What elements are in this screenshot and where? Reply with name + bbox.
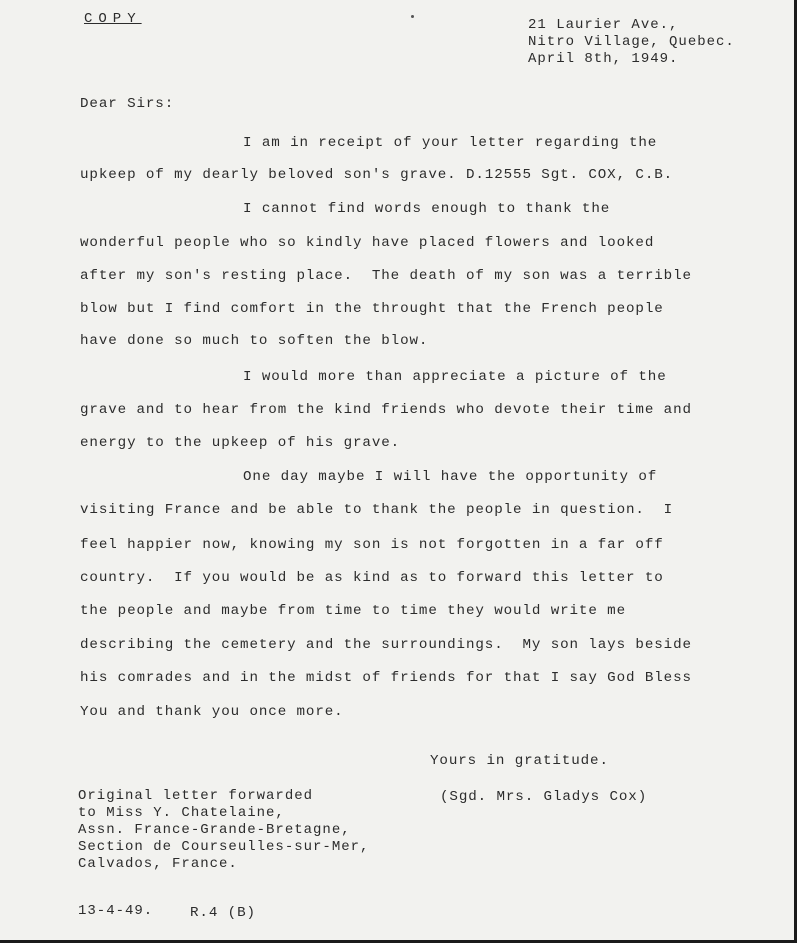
body-line: have done so much to soften the blow. [80, 333, 429, 349]
body-line: upkeep of my dearly beloved son's grave. D.12555 Sgt. COX, C.B. [80, 167, 674, 183]
address-line: April 8th, 1949. [528, 51, 679, 67]
body-line: his comrades and in the midst of friends for that I say God Bless [80, 670, 692, 686]
body-line: visiting France and be able to thank the people in question. I [80, 502, 674, 518]
address-line: Nitro Village, Quebec. [528, 34, 735, 50]
address-line: 21 Laurier Ave., [528, 17, 679, 33]
closing: Yours in gratitude. [430, 753, 609, 769]
body-line: feel happier now, knowing my son is not forgotten in a far off [80, 537, 664, 553]
signature: (Sgd. Mrs. Gladys Cox) [440, 789, 648, 805]
body-line: after my son's resting place. The death of my son was a terrible [80, 268, 692, 284]
body-line: You and thank you once more. [80, 704, 344, 720]
copy-label: COPY [84, 11, 142, 27]
body-line: grave and to hear from the kind friends who devote their time and [80, 402, 692, 418]
forwarding-note-line: Original letter forwarded [78, 788, 314, 804]
forwarding-note-line: Assn. France-Grande-Bretagne, [78, 822, 351, 838]
body-line: I cannot find words enough to thank the [243, 201, 611, 217]
footer-date: 13-4-49. [78, 903, 154, 919]
forwarding-note-line: Section de Courseulles-sur-Mer, [78, 839, 370, 855]
forwarding-note-line: to Miss Y. Chatelaine, [78, 805, 285, 821]
body-line: I am in receipt of your letter regarding the [243, 135, 658, 151]
body-line: describing the cemetery and the surroundings. My son lays beside [80, 637, 692, 653]
body-line: energy to the upkeep of his grave. [80, 435, 401, 451]
body-line: One day maybe I will have the opportunity of [243, 469, 658, 485]
paper-speck [411, 15, 414, 18]
forwarding-note-line: Calvados, France. [78, 856, 238, 872]
body-line: wonderful people who so kindly have placed flowers and looked [80, 235, 655, 251]
body-line: the people and maybe from time to time they would write me [80, 603, 627, 619]
footer-reference: R.4 (B) [190, 905, 256, 921]
body-line: blow but I find comfort in the throught that the French people [80, 301, 664, 317]
salutation: Dear Sirs: [80, 96, 175, 112]
body-line: I would more than appreciate a picture of the [243, 369, 667, 385]
body-line: country. If you would be as kind as to forward this letter to [80, 570, 664, 586]
